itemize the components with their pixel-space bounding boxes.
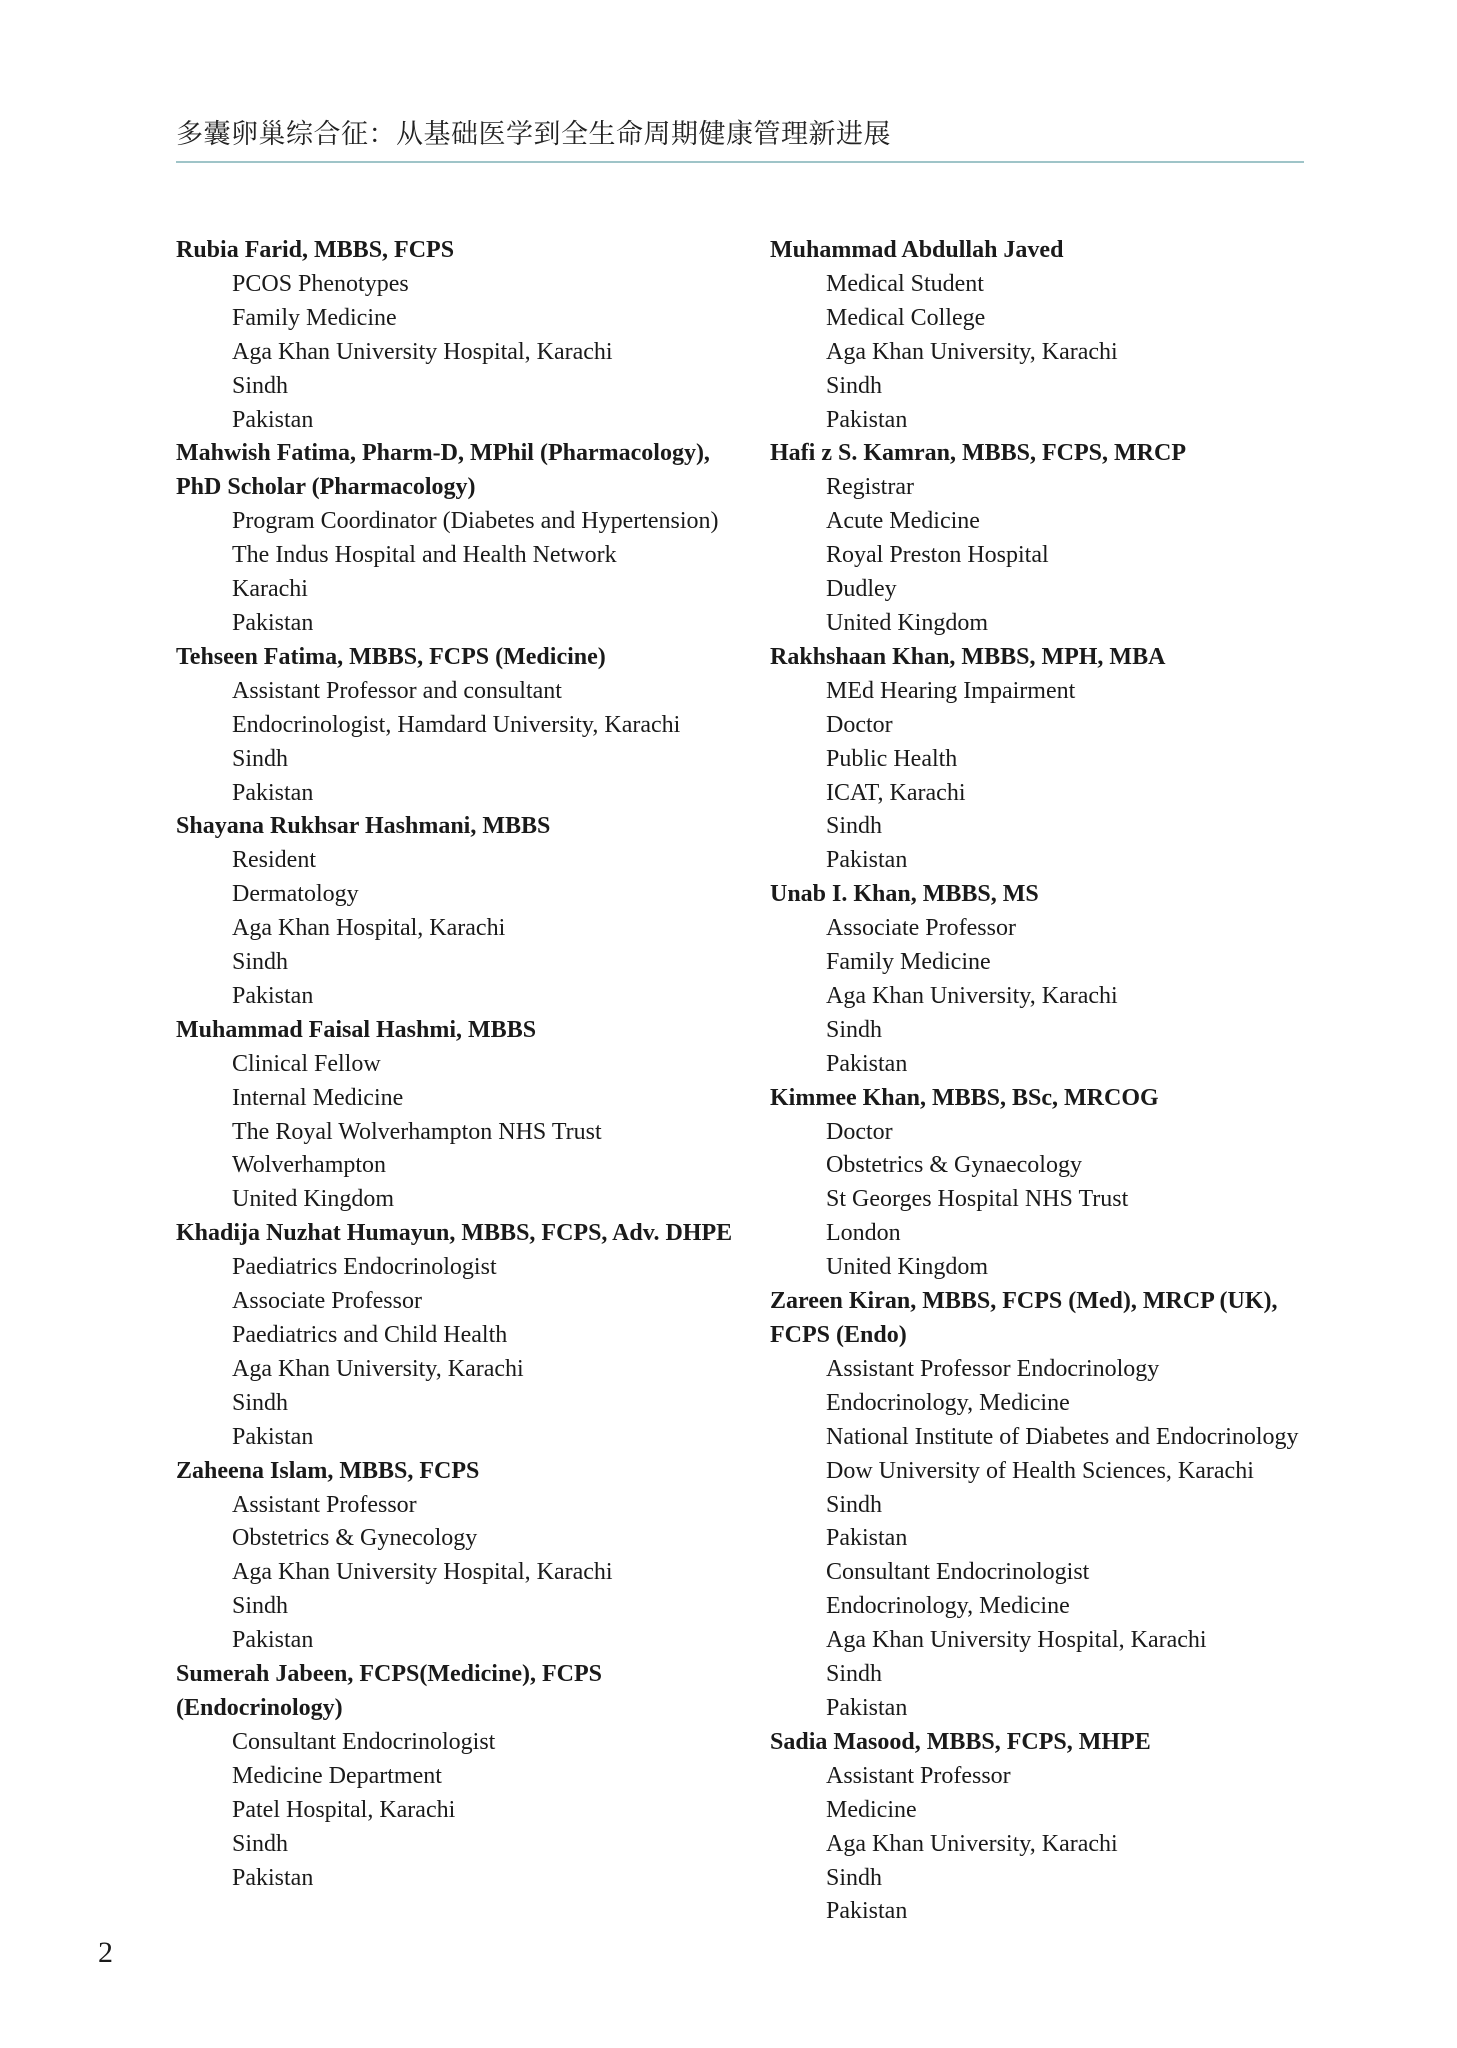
- affiliation-line: ICAT, Karachi: [826, 779, 966, 806]
- affiliation-line: Associate Professor: [232, 1288, 422, 1315]
- contributor-name: Muhammad Abdullah Javed: [770, 237, 1064, 263]
- affiliation-line: Assistant Professor: [826, 1762, 1011, 1789]
- affiliation-line: Medicine Department: [232, 1762, 442, 1789]
- affiliation-line: Pakistan: [232, 1423, 314, 1450]
- affiliation-line: Paediatrics and Child Health: [232, 1322, 508, 1348]
- contributor-entry: [176, 1014, 736, 1217]
- contributor-entry: [770, 641, 1330, 878]
- affiliation-line: Sindh: [232, 372, 289, 399]
- contributor-name: Rubia Farid, MBBS, FCPS: [176, 237, 455, 263]
- affiliation-line: Pakistan: [232, 609, 314, 636]
- affiliation-line: United Kingdom: [826, 1254, 988, 1281]
- contributor-entry: [176, 437, 736, 640]
- affiliation-line: Acute Medicine: [826, 508, 980, 535]
- contributor-entry: [176, 1455, 736, 1658]
- affiliation-line: Pakistan: [232, 1627, 314, 1654]
- contributor-name: Shayana Rukhsar Hashmani, MBBS: [176, 813, 551, 840]
- affiliation-line: London: [826, 1220, 901, 1247]
- affiliation-line: Sindh: [232, 745, 289, 772]
- affiliation-line: Pakistan: [826, 847, 908, 874]
- affiliation-line: Aga Khan University, Karachi: [826, 982, 1118, 1009]
- contributors-right-column: [770, 234, 1330, 1929]
- affiliation-line: Pakistan: [232, 406, 314, 433]
- contributor-entry: [770, 878, 1330, 1081]
- affiliation-line: Royal Preston Hospital: [826, 542, 1049, 569]
- affiliation-line: Consultant Endocrinologist: [826, 1559, 1090, 1586]
- affiliation-line: The Indus Hospital and Health Network: [232, 542, 617, 569]
- affiliation-line: Patel Hospital, Karachi: [232, 1796, 456, 1823]
- contributor-name: Unab I. Khan, MBBS, MS: [770, 881, 1039, 908]
- affiliation-line: Resident: [232, 847, 316, 874]
- affiliation-line: Doctor: [826, 711, 893, 738]
- affiliation-line: Dudley: [826, 576, 897, 603]
- affiliation-line: Program Coordinator (Diabetes and Hypertension): [232, 508, 719, 535]
- running-header: [176, 112, 1304, 163]
- affiliation-line: Doctor: [826, 1118, 893, 1145]
- contributor-entry: [770, 437, 1330, 640]
- contributor-name: Tehseen Fatima, MBBS, FCPS (Medicine): [176, 643, 606, 670]
- affiliation-line: Aga Khan University Hospital, Karachi: [232, 338, 613, 365]
- affiliation-line: United Kingdom: [232, 1186, 394, 1213]
- contributor-name: Sumerah Jabeen, FCPS(Medicine), FCPS (Endocrinology): [176, 1661, 602, 1721]
- affiliation-line: Sindh: [826, 1864, 883, 1891]
- affiliation-line: Karachi: [232, 576, 308, 603]
- affiliation-line: Endocrinologist, Hamdard University, Karachi: [232, 711, 681, 738]
- contributor-entry: [176, 641, 736, 811]
- contributors-left-column: [176, 234, 736, 1895]
- affiliation-line: Sindh: [826, 372, 883, 399]
- affiliation-line: Medicine: [826, 1796, 917, 1823]
- affiliation-line: Obstetrics & Gynecology: [232, 1525, 478, 1552]
- contributor-name: Rakhshaan Khan, MBBS, MPH, MBA: [770, 643, 1166, 670]
- contributor-entry: [176, 1217, 736, 1454]
- affiliation-line: Pakistan: [826, 1525, 908, 1552]
- affiliation-line: Aga Khan University Hospital, Karachi: [826, 1627, 1207, 1654]
- affiliation-line: Medical College: [826, 304, 986, 331]
- affiliation-line: Aga Khan University Hospital, Karachi: [232, 1559, 613, 1586]
- affiliation-line: Pakistan: [826, 406, 908, 433]
- affiliation-line: Family Medicine: [826, 949, 991, 976]
- affiliation-line: Sindh: [826, 1016, 883, 1043]
- affiliation-line: Internal Medicine: [232, 1084, 404, 1111]
- affiliation-line: Sindh: [826, 1661, 883, 1688]
- affiliation-line: Dermatology: [232, 881, 359, 908]
- contributor-name: Zaheena Islam, MBBS, FCPS: [176, 1457, 480, 1484]
- affiliation-line: Sindh: [232, 949, 289, 976]
- affiliation-line: United Kingdom: [826, 609, 988, 636]
- book-title: 多囊卵巢综合征：从基础医学到全生命周期健康管理新进展: [176, 119, 891, 150]
- affiliation-line: National Institute of Diabetes and Endocrinology: [826, 1423, 1299, 1450]
- affiliation-line: Sindh: [232, 1593, 289, 1620]
- affiliation-line: Public Health: [826, 745, 958, 772]
- contributor-entry: [770, 234, 1330, 437]
- affiliation-line: Sindh: [826, 813, 883, 840]
- affiliation-line: Aga Khan University, Karachi: [826, 1830, 1118, 1857]
- affiliation-line: Associate Professor: [826, 915, 1016, 942]
- affiliation-line: Pakistan: [826, 1694, 908, 1721]
- affiliation-line: Registrar: [826, 474, 914, 501]
- contributor-entry: [176, 810, 736, 1013]
- contributor-entry: [176, 234, 736, 437]
- affiliation-line: Aga Khan University, Karachi: [826, 338, 1118, 365]
- affiliation-line: Medical Student: [826, 270, 984, 297]
- affiliation-line: Aga Khan University, Karachi: [232, 1355, 524, 1382]
- affiliation-line: St Georges Hospital NHS Trust: [826, 1186, 1129, 1213]
- affiliation-line: MEd Hearing Impairment: [826, 677, 1076, 704]
- affiliation-line: Wolverhampton: [232, 1152, 387, 1179]
- affiliation-line: Assistant Professor Endocrinology: [826, 1355, 1160, 1382]
- affiliation-line: Pakistan: [232, 982, 314, 1009]
- affiliation-line: Obstetrics & Gynaecology: [826, 1152, 1082, 1179]
- affiliation-line: Paediatrics Endocrinologist: [232, 1254, 497, 1281]
- affiliation-line: Pakistan: [826, 1898, 908, 1925]
- affiliation-line: PCOS Phenotypes: [232, 270, 409, 297]
- affiliation-line: The Royal Wolverhampton NHS Trust: [232, 1118, 602, 1145]
- contributor-entry: [176, 1658, 736, 1895]
- affiliation-line: Aga Khan Hospital, Karachi: [232, 915, 506, 942]
- contributor-entry: [770, 1082, 1330, 1285]
- contributor-name: Khadija Nuzhat Humayun, MBBS, FCPS, Adv. DHPE: [176, 1220, 733, 1247]
- affiliation-line: Dow University of Health Sciences, Karachi: [826, 1457, 1254, 1484]
- contributor-name: Kimmee Khan, MBBS, BSc, MRCOG: [770, 1084, 1159, 1111]
- affiliation-line: Sindh: [232, 1389, 289, 1416]
- contributor-name: Sadia Masood, MBBS, FCPS, MHPE: [770, 1728, 1151, 1755]
- contributor-entry: [770, 1726, 1330, 1929]
- contributor-name: Mahwish Fatima, Pharm-D, MPhil (Pharmacology), PhD Scholar (Pharmacology): [176, 440, 710, 501]
- affiliation-line: Assistant Professor: [232, 1491, 417, 1518]
- contributor-entry: [770, 1285, 1330, 1726]
- affiliation-line: Pakistan: [232, 1864, 314, 1891]
- affiliation-line: Endocrinology, Medicine: [826, 1593, 1070, 1620]
- contributor-name: Zareen Kiran, MBBS, FCPS (Med), MRCP (UK), FCPS (Endo): [770, 1288, 1278, 1348]
- affiliation-line: Endocrinology, Medicine: [826, 1389, 1070, 1416]
- contributor-name: Hafi z S. Kamran, MBBS, FCPS, MRCP: [770, 440, 1186, 467]
- affiliation-line: Family Medicine: [232, 304, 397, 331]
- affiliation-line: Consultant Endocrinologist: [232, 1728, 496, 1755]
- contributor-name: Muhammad Faisal Hashmi, MBBS: [176, 1016, 537, 1043]
- affiliation-line: Clinical Fellow: [232, 1050, 381, 1077]
- affiliation-line: Sindh: [232, 1830, 289, 1857]
- affiliation-line: Sindh: [826, 1491, 883, 1518]
- affiliation-line: Pakistan: [232, 779, 314, 806]
- affiliation-line: Assistant Professor and consultant: [232, 677, 562, 704]
- affiliation-line: Pakistan: [826, 1050, 908, 1077]
- page-number: 2: [98, 1936, 113, 1969]
